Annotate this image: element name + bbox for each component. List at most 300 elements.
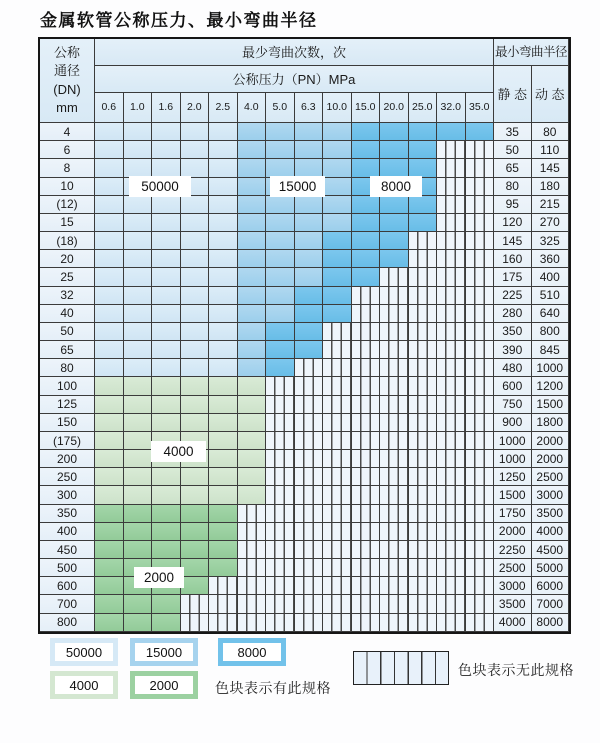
- pressure-tick: 1.6: [152, 93, 181, 123]
- spec-cell: [238, 305, 267, 323]
- dn-cell: 150: [40, 414, 95, 432]
- spec-cell: [238, 505, 267, 523]
- spec-cell: [409, 595, 438, 613]
- spec-cell: [238, 396, 267, 414]
- spec-cell: [295, 450, 324, 468]
- spec-cell: [323, 468, 352, 486]
- spec-cell: [323, 196, 352, 214]
- dn-cell: (175): [40, 432, 95, 450]
- spec-cell: [181, 595, 210, 613]
- spec-cell: [409, 414, 438, 432]
- spec-cell: [466, 305, 495, 323]
- spec-cell: [437, 595, 466, 613]
- spec-cell: [209, 595, 238, 613]
- spec-cell: [409, 268, 438, 286]
- spec-cell: [181, 414, 210, 432]
- spec-cell: [352, 341, 381, 359]
- static-value-cell: 65: [494, 159, 532, 177]
- spec-cell: [238, 159, 267, 177]
- spec-cell: [466, 432, 495, 450]
- pressure-tick: 2.5: [209, 93, 238, 123]
- spec-cell: [209, 486, 238, 504]
- spec-cell: [266, 396, 295, 414]
- dn-cell: 50: [40, 323, 95, 341]
- pressure-tick: 20.0: [380, 93, 409, 123]
- spec-cell: [380, 559, 409, 577]
- spec-cell: [380, 268, 409, 286]
- spec-cell: [352, 232, 381, 250]
- spec-cell: [380, 486, 409, 504]
- legend-chip-50000: [50, 638, 118, 666]
- legend-unavailable-text: 色块表示无此规格: [458, 662, 574, 678]
- spec-cell: [437, 450, 466, 468]
- spec-cell: [437, 523, 466, 541]
- spec-cell: [95, 559, 124, 577]
- spec-cell: [124, 541, 153, 559]
- static-value-cell: 1500: [494, 486, 532, 504]
- dynamic-value-cell: 845: [532, 341, 570, 359]
- dynamic-value-cell: 5000: [532, 559, 570, 577]
- spec-cell: [466, 159, 495, 177]
- spec-cell: [437, 377, 466, 395]
- dn-cell: 200: [40, 450, 95, 468]
- spec-cell: [437, 287, 466, 305]
- dn-cell: 100: [40, 377, 95, 395]
- spec-cell: [124, 505, 153, 523]
- spec-cell: [466, 577, 495, 595]
- spec-cell: [152, 141, 181, 159]
- spec-cell: [466, 377, 495, 395]
- spec-cell: [238, 450, 267, 468]
- spec-cell: [380, 159, 409, 177]
- spec-cell: [266, 287, 295, 305]
- dn-cell: 32: [40, 287, 95, 305]
- spec-cell: [409, 250, 438, 268]
- page-title: 金属软管公称压力、最小弯曲半径: [40, 11, 318, 31]
- spec-cell: [380, 523, 409, 541]
- spec-cell: [124, 341, 153, 359]
- pressure-tick: 2.0: [181, 93, 210, 123]
- spec-cell: [209, 523, 238, 541]
- spec-cell: [466, 559, 495, 577]
- spec-cell: [409, 159, 438, 177]
- spec-cell: [352, 486, 381, 504]
- dn-cell: 700: [40, 595, 95, 613]
- static-value-cell: 1250: [494, 468, 532, 486]
- bend-radius-header: 最小弯曲半径: [494, 39, 569, 66]
- spec-cell: [266, 468, 295, 486]
- spec-cell: [352, 505, 381, 523]
- spec-cell: [323, 178, 352, 196]
- spec-table: [38, 37, 571, 634]
- spec-cell: [437, 559, 466, 577]
- spec-cell: [238, 614, 267, 632]
- spec-cell: [352, 196, 381, 214]
- static-value-cell: 3000: [494, 577, 532, 595]
- spec-cell: [409, 287, 438, 305]
- spec-cell: [352, 577, 381, 595]
- spec-cell: [95, 396, 124, 414]
- spec-cell: [352, 614, 381, 632]
- spec-cell: [352, 323, 381, 341]
- spec-cell: [238, 577, 267, 595]
- spec-cell: [209, 196, 238, 214]
- dynamic-header: 动 态: [532, 66, 570, 123]
- static-value-cell: 120: [494, 214, 532, 232]
- spec-cell: [380, 377, 409, 395]
- spec-cell: [238, 141, 267, 159]
- spec-cell: [323, 432, 352, 450]
- dn-cell: 350: [40, 505, 95, 523]
- dn-cell: 125: [40, 396, 95, 414]
- spec-cell: [323, 505, 352, 523]
- legend-chip-15000: [130, 638, 198, 666]
- spec-cell: [352, 287, 381, 305]
- spec-cell: [295, 268, 324, 286]
- spec-cell: [238, 468, 267, 486]
- spec-cell: [295, 486, 324, 504]
- spec-cell: [352, 250, 381, 268]
- spec-cell: [466, 141, 495, 159]
- spec-cell: [95, 123, 124, 141]
- spec-cell: [266, 595, 295, 613]
- spec-cell: [409, 523, 438, 541]
- spec-cell: [95, 159, 124, 177]
- spec-cell: [181, 614, 210, 632]
- pressure-header: 公称压力（PN）MPa: [95, 66, 494, 93]
- pressure-tick: 5.0: [266, 93, 295, 123]
- legend-chip-8000-label: 8000: [223, 643, 281, 661]
- spec-cell: [181, 359, 210, 377]
- spec-cell: [295, 541, 324, 559]
- dynamic-value-cell: 2000: [532, 450, 570, 468]
- legend-chip-2000-label: 2000: [135, 676, 193, 694]
- spec-cell: [437, 414, 466, 432]
- spec-cell: [352, 468, 381, 486]
- spec-cell: [323, 614, 352, 632]
- spec-cell: [238, 232, 267, 250]
- spec-cell: [266, 323, 295, 341]
- spec-cell: [238, 178, 267, 196]
- spec-cell: [95, 323, 124, 341]
- spec-cell: [95, 268, 124, 286]
- spec-cell: [380, 396, 409, 414]
- spec-cell: [466, 450, 495, 468]
- spec-cell: [437, 505, 466, 523]
- spec-cell: [124, 323, 153, 341]
- dn-cell: 10: [40, 178, 95, 196]
- spec-cell: [323, 523, 352, 541]
- spec-cell: [238, 414, 267, 432]
- spec-cell: [352, 523, 381, 541]
- spec-cell: [209, 232, 238, 250]
- spec-cell: [266, 414, 295, 432]
- static-value-cell: 80: [494, 178, 532, 196]
- overlay-label-4000: 4000: [151, 441, 206, 462]
- dn-cell: 250: [40, 468, 95, 486]
- spec-cell: [409, 486, 438, 504]
- spec-cell: [95, 505, 124, 523]
- spec-cell: [466, 359, 495, 377]
- spec-cell: [380, 196, 409, 214]
- dn-cell: 600: [40, 577, 95, 595]
- dn-cell: 800: [40, 614, 95, 632]
- dynamic-value-cell: 270: [532, 214, 570, 232]
- spec-cell: [124, 250, 153, 268]
- spec-cell: [209, 268, 238, 286]
- spec-cell: [181, 468, 210, 486]
- spec-cell: [124, 377, 153, 395]
- spec-cell: [352, 214, 381, 232]
- dynamic-value-cell: 800: [532, 323, 570, 341]
- legend-available-text: 色块表示有此规格: [215, 680, 331, 696]
- spec-cell: [409, 232, 438, 250]
- spec-cell: [323, 595, 352, 613]
- spec-cell: [437, 577, 466, 595]
- spec-cell: [266, 450, 295, 468]
- spec-cell: [95, 377, 124, 395]
- static-value-cell: 280: [494, 305, 532, 323]
- spec-cell: [466, 268, 495, 286]
- spec-cell: [124, 305, 153, 323]
- spec-cell: [266, 486, 295, 504]
- spec-cell: [209, 359, 238, 377]
- spec-cell: [95, 341, 124, 359]
- dynamic-value-cell: 145: [532, 159, 570, 177]
- spec-cell: [238, 359, 267, 377]
- spec-cell: [181, 523, 210, 541]
- spec-cell: [95, 577, 124, 595]
- spec-cell: [437, 178, 466, 196]
- spec-cell: [152, 232, 181, 250]
- spec-cell: [95, 232, 124, 250]
- spec-cell: [209, 432, 238, 450]
- spec-cell: [323, 577, 352, 595]
- spec-cell: [295, 595, 324, 613]
- spec-cell: [95, 450, 124, 468]
- spec-cell: [124, 123, 153, 141]
- spec-cell: [95, 414, 124, 432]
- spec-cell: [466, 196, 495, 214]
- spec-cell: [352, 396, 381, 414]
- spec-cell: [466, 468, 495, 486]
- static-value-cell: 175: [494, 268, 532, 286]
- spec-cell: [181, 232, 210, 250]
- spec-cell: [409, 214, 438, 232]
- spec-cell: [124, 359, 153, 377]
- spec-cell: [181, 396, 210, 414]
- spec-cell: [152, 396, 181, 414]
- spec-cell: [181, 577, 210, 595]
- spec-cell: [437, 359, 466, 377]
- spec-cell: [409, 541, 438, 559]
- bend-times-header: 最少弯曲次数，次: [95, 39, 494, 66]
- spec-cell: [209, 123, 238, 141]
- spec-cell: [380, 250, 409, 268]
- spec-cell: [238, 123, 267, 141]
- spec-cell: [152, 414, 181, 432]
- spec-cell: [466, 250, 495, 268]
- spec-cell: [95, 214, 124, 232]
- static-value-cell: 2500: [494, 559, 532, 577]
- spec-cell: [323, 305, 352, 323]
- spec-cell: [409, 341, 438, 359]
- spec-cell: [95, 287, 124, 305]
- spec-cell: [437, 396, 466, 414]
- spec-cell: [152, 541, 181, 559]
- spec-cell: [124, 614, 153, 632]
- spec-cell: [409, 450, 438, 468]
- spec-cell: [323, 141, 352, 159]
- spec-cell: [295, 505, 324, 523]
- static-value-cell: 600: [494, 377, 532, 395]
- spec-cell: [266, 505, 295, 523]
- spec-cell: [352, 359, 381, 377]
- dn-cell: 4: [40, 123, 95, 141]
- dn-cell: 20: [40, 250, 95, 268]
- spec-cell: [181, 268, 210, 286]
- spec-cell: [295, 323, 324, 341]
- spec-cell: [409, 196, 438, 214]
- pressure-tick: 25.0: [409, 93, 438, 123]
- static-value-cell: 50: [494, 141, 532, 159]
- spec-cell: [323, 377, 352, 395]
- spec-cell: [295, 141, 324, 159]
- spec-cell: [266, 232, 295, 250]
- dn-header-line: (DN): [53, 81, 81, 97]
- spec-cell: [437, 214, 466, 232]
- spec-cell: [409, 577, 438, 595]
- spec-cell: [437, 305, 466, 323]
- spec-cell: [209, 178, 238, 196]
- spec-cell: [437, 250, 466, 268]
- spec-cell: [209, 414, 238, 432]
- legend-chip-4000: [50, 671, 118, 699]
- spec-cell: [437, 468, 466, 486]
- spec-cell: [152, 505, 181, 523]
- dn-header-line: 公称: [53, 45, 80, 60]
- spec-cell: [437, 268, 466, 286]
- spec-cell: [437, 141, 466, 159]
- overlay-label-8000: 8000: [370, 176, 422, 197]
- spec-cell: [409, 559, 438, 577]
- spec-cell: [352, 141, 381, 159]
- spec-cell: [409, 396, 438, 414]
- spec-cell: [409, 323, 438, 341]
- spec-cell: [409, 614, 438, 632]
- spec-cell: [295, 559, 324, 577]
- static-value-cell: 145: [494, 232, 532, 250]
- dn-cell: 8: [40, 159, 95, 177]
- dynamic-value-cell: 4500: [532, 541, 570, 559]
- spec-cell: [409, 141, 438, 159]
- spec-cell: [352, 305, 381, 323]
- spec-cell: [437, 123, 466, 141]
- pressure-tick: 6.3: [295, 93, 324, 123]
- spec-cell: [124, 196, 153, 214]
- spec-cell: [209, 323, 238, 341]
- spec-cell: [409, 123, 438, 141]
- static-value-cell: 35: [494, 123, 532, 141]
- spec-cell: [466, 323, 495, 341]
- spec-cell: [466, 341, 495, 359]
- static-value-cell: 1000: [494, 432, 532, 450]
- static-value-cell: 225: [494, 287, 532, 305]
- spec-cell: [181, 287, 210, 305]
- spec-cell: [380, 341, 409, 359]
- spec-cell: [409, 505, 438, 523]
- dn-cell: 65: [40, 341, 95, 359]
- spec-cell: [266, 123, 295, 141]
- dynamic-value-cell: 6000: [532, 577, 570, 595]
- spec-cell: [238, 323, 267, 341]
- spec-cell: [323, 486, 352, 504]
- spec-cell: [352, 159, 381, 177]
- spec-cell: [209, 305, 238, 323]
- dynamic-value-cell: 510: [532, 287, 570, 305]
- spec-cell: [295, 341, 324, 359]
- spec-cell: [295, 196, 324, 214]
- spec-cell: [181, 559, 210, 577]
- spec-cell: [95, 486, 124, 504]
- spec-cell: [209, 541, 238, 559]
- spec-cell: [323, 123, 352, 141]
- spec-cell: [323, 541, 352, 559]
- spec-cell: [238, 196, 267, 214]
- spec-cell: [466, 614, 495, 632]
- spec-cell: [409, 432, 438, 450]
- spec-cell: [238, 541, 267, 559]
- spec-cell: [238, 432, 267, 450]
- spec-cell: [152, 305, 181, 323]
- static-value-cell: 750: [494, 396, 532, 414]
- spec-cell: [152, 123, 181, 141]
- spec-cell: [409, 468, 438, 486]
- spec-cell: [181, 341, 210, 359]
- static-value-cell: 1000: [494, 450, 532, 468]
- static-value-cell: 900: [494, 414, 532, 432]
- spec-cell: [380, 450, 409, 468]
- spec-cell: [323, 323, 352, 341]
- spec-cell: [352, 268, 381, 286]
- spec-cell: [95, 305, 124, 323]
- spec-cell: [124, 287, 153, 305]
- spec-cell: [437, 159, 466, 177]
- spec-cell: [238, 341, 267, 359]
- legend-chip-2000: [130, 671, 198, 699]
- pressure-tick: 35.0: [466, 93, 495, 123]
- legend-chip-8000: [218, 638, 286, 666]
- spec-cell: [181, 486, 210, 504]
- spec-cell: [124, 396, 153, 414]
- spec-cell: [466, 214, 495, 232]
- spec-cell: [181, 305, 210, 323]
- spec-cell: [209, 341, 238, 359]
- spec-cell: [124, 141, 153, 159]
- spec-cell: [152, 614, 181, 632]
- spec-cell: [323, 232, 352, 250]
- spec-cell: [466, 178, 495, 196]
- spec-cell: [295, 577, 324, 595]
- dynamic-value-cell: 400: [532, 268, 570, 286]
- spec-cell: [124, 468, 153, 486]
- spec-cell: [209, 396, 238, 414]
- spec-cell: [209, 159, 238, 177]
- dynamic-value-cell: 3500: [532, 505, 570, 523]
- spec-cell: [209, 505, 238, 523]
- spec-cell: [295, 214, 324, 232]
- dn-cell: 15: [40, 214, 95, 232]
